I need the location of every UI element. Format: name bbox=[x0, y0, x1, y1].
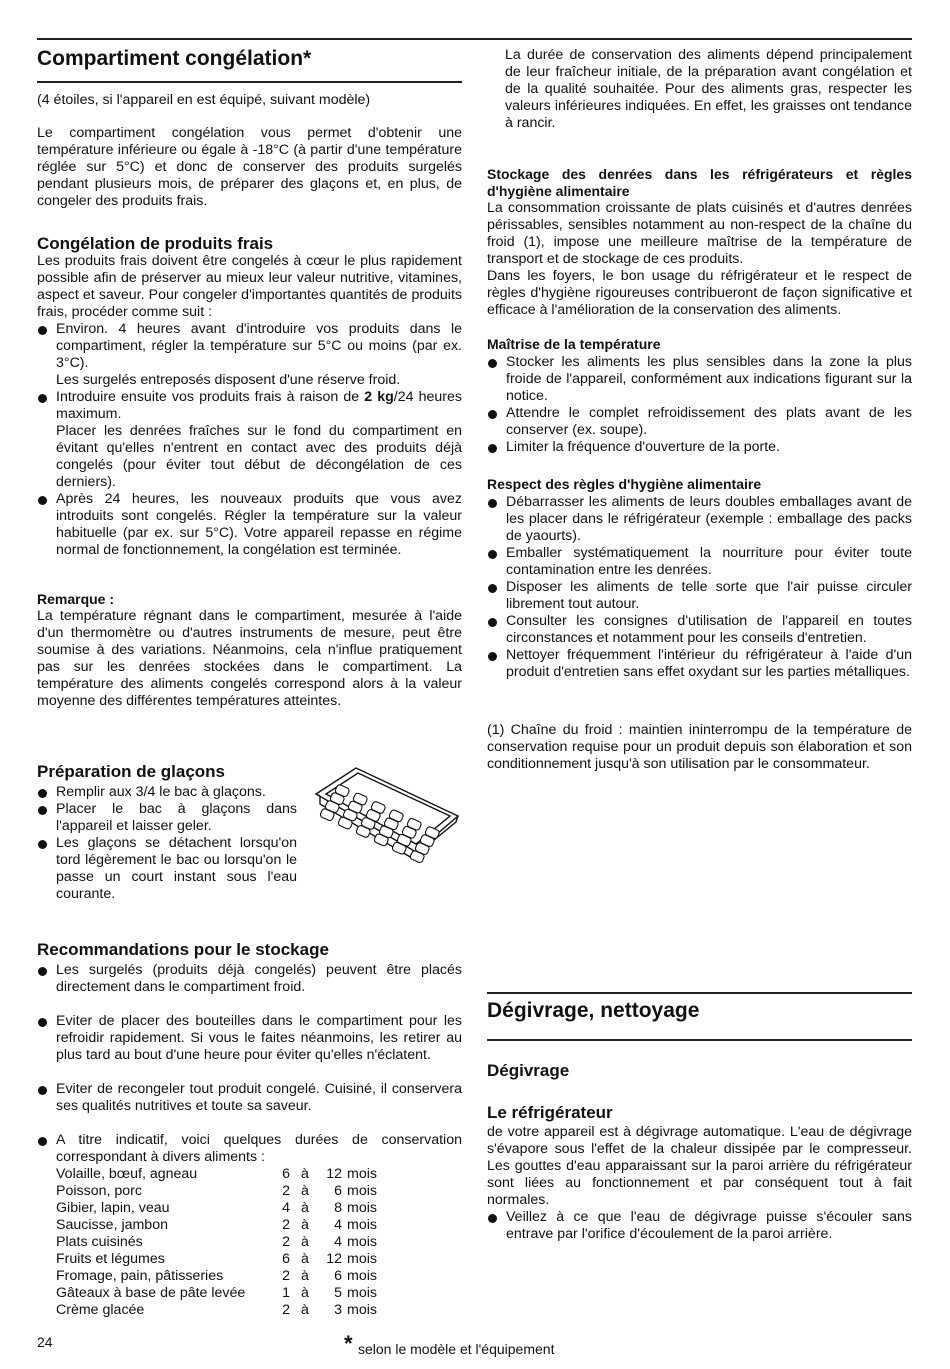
list-item bbox=[37, 1132, 462, 1319]
table-row bbox=[56, 1183, 377, 1200]
heading-fridge: Le réfrigérateur bbox=[487, 1103, 613, 1122]
title-underline bbox=[37, 81, 462, 83]
duration-max: 8 bbox=[334, 1200, 342, 1216]
duration-food: Crème glacée bbox=[56, 1302, 145, 1318]
hygiene-para-2: Dans les foyers, le bon usage du réfrigérateur et le respect de règles d'hygiène rigoureuses contribueront de façon significative et efficace à l'amélioration de la conservation des aliments. bbox=[487, 268, 912, 318]
duration-food: Fromage, pain, pâtisseries bbox=[56, 1268, 224, 1284]
temperature-heading: Maîtrise de la température bbox=[487, 336, 661, 352]
storage-tip-3: Eviter de recongeler tout produit congelé. Cuisiné, il conservera ses qualités nutritives et toute sa saveur. bbox=[56, 1081, 462, 1114]
duration-min: 2 bbox=[282, 1217, 290, 1233]
rule-2: Emballer systématiquement la nourriture pour éviter toute contamination entre les denrées. bbox=[506, 545, 912, 578]
ice-step-1: Remplir aux 3/4 le bac à glaçons. bbox=[56, 784, 266, 800]
duration-sep: à bbox=[301, 1251, 309, 1267]
fridge-list bbox=[487, 1209, 912, 1243]
ice-step-3: Les glaçons se détachent lorsqu'on tord légèrement le bac ou lorsqu'on le passe un court instant sous l'eau courante. bbox=[56, 835, 297, 902]
storage-tip-2: Eviter de placer des bouteilles dans le compartiment pour les refroidir rapidement. Si vous le faites néanmoins, les retirer au plus tard au bout d'une heure pour éviter qu'elles n'éclatent. bbox=[56, 1013, 462, 1063]
hygiene-para-1: La consommation croissante de plats cuisinés et d'autres denrées périssables, sensibles notamment au non-respect de la chaîne du froid (1), impose une meilleure maîtrise de la température de transport et de stockage de ces produits. bbox=[487, 200, 912, 267]
ice-list bbox=[37, 784, 297, 903]
duration-unit: mois bbox=[347, 1200, 377, 1216]
temp-tip-2: Attendre le complet refroidissement des plats avant de les conserver (ex. soupe). bbox=[506, 405, 912, 438]
table-row bbox=[56, 1302, 377, 1319]
duration-sep: à bbox=[301, 1285, 309, 1301]
duration-sep: à bbox=[301, 1217, 309, 1233]
duration-max: 12 bbox=[326, 1251, 342, 1267]
heading-storage: Recommandations pour le stockage bbox=[37, 940, 329, 959]
list-item bbox=[487, 545, 912, 579]
duration-min: 4 bbox=[282, 1200, 290, 1216]
list-item bbox=[487, 494, 912, 545]
page-number: 24 bbox=[37, 1334, 53, 1350]
heading-freeze-fresh: Congélation de produits frais bbox=[37, 234, 274, 253]
storage-block bbox=[37, 962, 462, 1319]
defrost-underline bbox=[487, 1039, 912, 1041]
duration-sep: à bbox=[301, 1166, 309, 1182]
list-item bbox=[487, 405, 912, 439]
temperature-list bbox=[487, 354, 912, 456]
duration-food: Gâteaux à base de pâte levée bbox=[56, 1285, 246, 1301]
duration-min: 2 bbox=[282, 1302, 290, 1318]
freeze-step-2-note: Placer les denrées fraîches sur le fond du compartiment en évitant qu'elles n'entrent en contact avec des produits déjà congelés (pour éviter tout début de décongélation de ces derniers). bbox=[56, 423, 462, 490]
duration-min: 2 bbox=[282, 1268, 290, 1284]
list-item bbox=[37, 784, 297, 801]
list-item bbox=[37, 321, 462, 389]
freeze-step-2-qty: 2 kg bbox=[364, 389, 394, 405]
temp-tip-3: Limiter la fréquence d'ouverture de la porte. bbox=[506, 439, 781, 455]
conservation-intro: La durée de conservation des aliments dépend principalement de leur fraîcheur initiale, de la préparation avant congélation et de la qualité souhaitée. Pour des aliments gras, respecter les valeurs inférieures indiquées. En effet, les graisses ont tendance à rancir. bbox=[505, 47, 912, 131]
hygiene-heading: Stockage des denrées dans les réfrigérateurs et règles d'hygiène alimentaire bbox=[487, 166, 912, 199]
remark-text: La température régnant dans le compartiment, mesurée à l'aide d'un thermomètre ou d'autres instruments de mesure, peut être soumise à des variations. Néanmoins, cela n'influe pratiquement pas sur les denrées stockées dans le compartiment. La température des aliments congelés correspond alors à la valeur moyenne des différentes températures atteintes. bbox=[37, 608, 462, 709]
ice-tray-illustration bbox=[312, 764, 462, 864]
freeze-list bbox=[37, 321, 462, 559]
top-rule bbox=[37, 38, 912, 40]
freeze-block bbox=[37, 253, 462, 559]
table-row bbox=[56, 1285, 377, 1302]
storage-tip-1: Les surgelés (produits déjà congelés) peuvent être placés directement dans le compartiment froid. bbox=[56, 962, 462, 995]
rules-heading: Respect des règles d'hygiène alimentaire bbox=[487, 476, 762, 492]
list-item bbox=[37, 1013, 462, 1064]
list-item bbox=[487, 439, 912, 456]
temp-tip-1: Stocker les aliments les plus sensibles dans la zone la plus froide de l'appareil, conformément aux indications figurant sur la notice. bbox=[506, 354, 912, 404]
rules-list bbox=[487, 494, 912, 681]
duration-food: Saucisse, jambon bbox=[56, 1217, 168, 1233]
ice-step-2: Placer le bac à glaçons dans l'appareil et laisser geler. bbox=[56, 801, 297, 834]
table-row bbox=[56, 1234, 377, 1251]
duration-sep: à bbox=[301, 1234, 309, 1250]
duration-sep: à bbox=[301, 1268, 309, 1284]
freezer-intro: Le compartiment congélation vous permet d'obtenir une température inférieure ou égale à -18°C (à partir d'une température réglée sur 5°C) et donc de conserver des produits surgelés pendant plusieurs mois, de préparer des glaçons et, en plus, de congeler des produits frais. bbox=[37, 125, 462, 209]
duration-sep: à bbox=[301, 1183, 309, 1199]
list-item bbox=[487, 579, 912, 613]
remark-heading: Remarque : bbox=[37, 591, 115, 607]
duration-sep: à bbox=[301, 1200, 309, 1216]
list-item bbox=[37, 835, 297, 903]
list-item bbox=[37, 962, 462, 996]
list-item bbox=[487, 613, 912, 647]
section-title-freezer: Compartiment congélation* bbox=[37, 47, 312, 70]
list-item bbox=[37, 491, 462, 559]
hygiene-block bbox=[487, 200, 912, 319]
duration-max: 12 bbox=[326, 1166, 342, 1182]
table-row bbox=[56, 1166, 377, 1183]
duration-food: Poisson, porc bbox=[56, 1183, 142, 1199]
freeze-step-1: Environ. 4 heures avant d'introduire vos produits dans le compartiment, régler la température sur 5°C ou moins (par ex. 3°C). bbox=[56, 321, 462, 371]
duration-min: 1 bbox=[282, 1285, 290, 1301]
freeze-step-2-pre: Introduire ensuite vos produits frais à raison de bbox=[56, 389, 365, 405]
rule-3: Disposer les aliments de telle sorte que l'air puisse circuler librement tout autour. bbox=[506, 579, 912, 612]
duration-unit: mois bbox=[347, 1268, 377, 1284]
freeze-step-1-note: Les surgelés entreposés disposent d'une réserve froid. bbox=[56, 372, 401, 388]
duration-unit: mois bbox=[347, 1251, 377, 1267]
heading-ice-cubes: Préparation de glaçons bbox=[37, 762, 225, 781]
duration-max: 3 bbox=[334, 1302, 342, 1318]
duration-unit: mois bbox=[347, 1285, 377, 1301]
duration-unit: mois bbox=[347, 1166, 377, 1182]
freeze-step-3: Après 24 heures, les nouveaux produits que vous avez introduits sont congelés. Régler la température sur la valeur habituelle (par ex. sur 5°C). Votre appareil repasse en régime normal de fonctionnement, la congélation est terminée. bbox=[56, 491, 462, 558]
fridge-text: de votre appareil est à dégivrage automatique. L'eau de dégivrage s'évapore sous l'effet de la chaleur dissipée par le compresseur. Les gouttes d'eau apparaissant sur la paroi arrière du réfrigérateur sont liées au fonctionnement et par conséquent tout à fait normales. bbox=[487, 1124, 912, 1208]
duration-min: 2 bbox=[282, 1183, 290, 1199]
duration-food: Plats cuisinés bbox=[56, 1234, 143, 1250]
duration-table bbox=[56, 1166, 377, 1319]
fridge-tip-1: Veillez à ce que l'eau de dégivrage puisse s'écouler sans entrave par l'orifice d'écoulement de la paroi arrière. bbox=[506, 1209, 912, 1242]
footer-star: * bbox=[344, 1331, 353, 1356]
duration-food: Fruits et légumes bbox=[56, 1251, 165, 1267]
duration-unit: mois bbox=[347, 1217, 377, 1233]
table-row bbox=[56, 1251, 377, 1268]
duration-max: 5 bbox=[334, 1285, 342, 1301]
duration-max: 6 bbox=[334, 1268, 342, 1284]
duration-food: Volaille, bœuf, agneau bbox=[56, 1166, 198, 1182]
list-item bbox=[37, 1081, 462, 1115]
list-item bbox=[487, 1209, 912, 1243]
duration-max: 4 bbox=[334, 1217, 342, 1233]
list-item bbox=[37, 389, 462, 491]
table-row bbox=[56, 1217, 377, 1234]
freezer-subtitle: (4 étoiles, si l'appareil en est équipé, suivant modèle) bbox=[37, 92, 371, 108]
fridge-block bbox=[487, 1124, 912, 1243]
table-row bbox=[56, 1268, 377, 1285]
duration-min: 2 bbox=[282, 1234, 290, 1250]
rule-4: Consulter les consignes d'utilisation de l'appareil en toutes circonstances et notamment pour les conseils d'entretien. bbox=[506, 613, 912, 646]
duration-unit: mois bbox=[347, 1234, 377, 1250]
duration-unit: mois bbox=[347, 1302, 377, 1318]
duration-max: 6 bbox=[334, 1183, 342, 1199]
duration-min: 6 bbox=[282, 1251, 290, 1267]
duration-sep: à bbox=[301, 1302, 309, 1318]
rule-1: Débarrasser les aliments de leurs doubles emballages avant de les placer dans le réfrigérateur (exemple : emballage des packs de yaourts). bbox=[506, 494, 912, 544]
list-item bbox=[487, 647, 912, 681]
duration-unit: mois bbox=[347, 1183, 377, 1199]
freeze-intro: Les produits frais doivent être congelés à cœur le plus rapidement possible afin de préserver au mieux leur valeur nutritive, vitamines, aspect et saveur. Pour congeler d'importantes quantités de produits frais, procéder comme suit : bbox=[37, 253, 462, 320]
duration-max: 4 bbox=[334, 1234, 342, 1250]
duration-food: Gibier, lapin, veau bbox=[56, 1200, 170, 1216]
list-item bbox=[37, 801, 297, 835]
list-item bbox=[487, 354, 912, 405]
table-row bbox=[56, 1200, 377, 1217]
rule-5: Nettoyer fréquemment l'intérieur du réfrigérateur à l'aide d'un produit d'entretien sans effet oxydant sur les parties métalliques. bbox=[506, 647, 912, 680]
storage-list bbox=[37, 962, 462, 1319]
heading-defrosting: Dégivrage bbox=[487, 1061, 570, 1080]
storage-tip-4: A titre indicatif, voici quelques durées de conservation correspondant à divers aliments : bbox=[56, 1132, 462, 1165]
freeze-step-2-post: /24 heures maximum. bbox=[56, 389, 463, 422]
section-title-defrost: Dégivrage, nettoyage bbox=[487, 999, 700, 1022]
cold-chain-footnote: (1) Chaîne du froid : maintien ininterrompu de la température de conservation requise pour un produit depuis son élaboration et son conditionnement jusqu'à son utilisation par le consommateur. bbox=[487, 722, 912, 772]
duration-min: 6 bbox=[282, 1166, 290, 1182]
defrost-top-rule bbox=[487, 992, 912, 994]
footer-note: selon le modèle et l'équipement bbox=[358, 1341, 555, 1357]
